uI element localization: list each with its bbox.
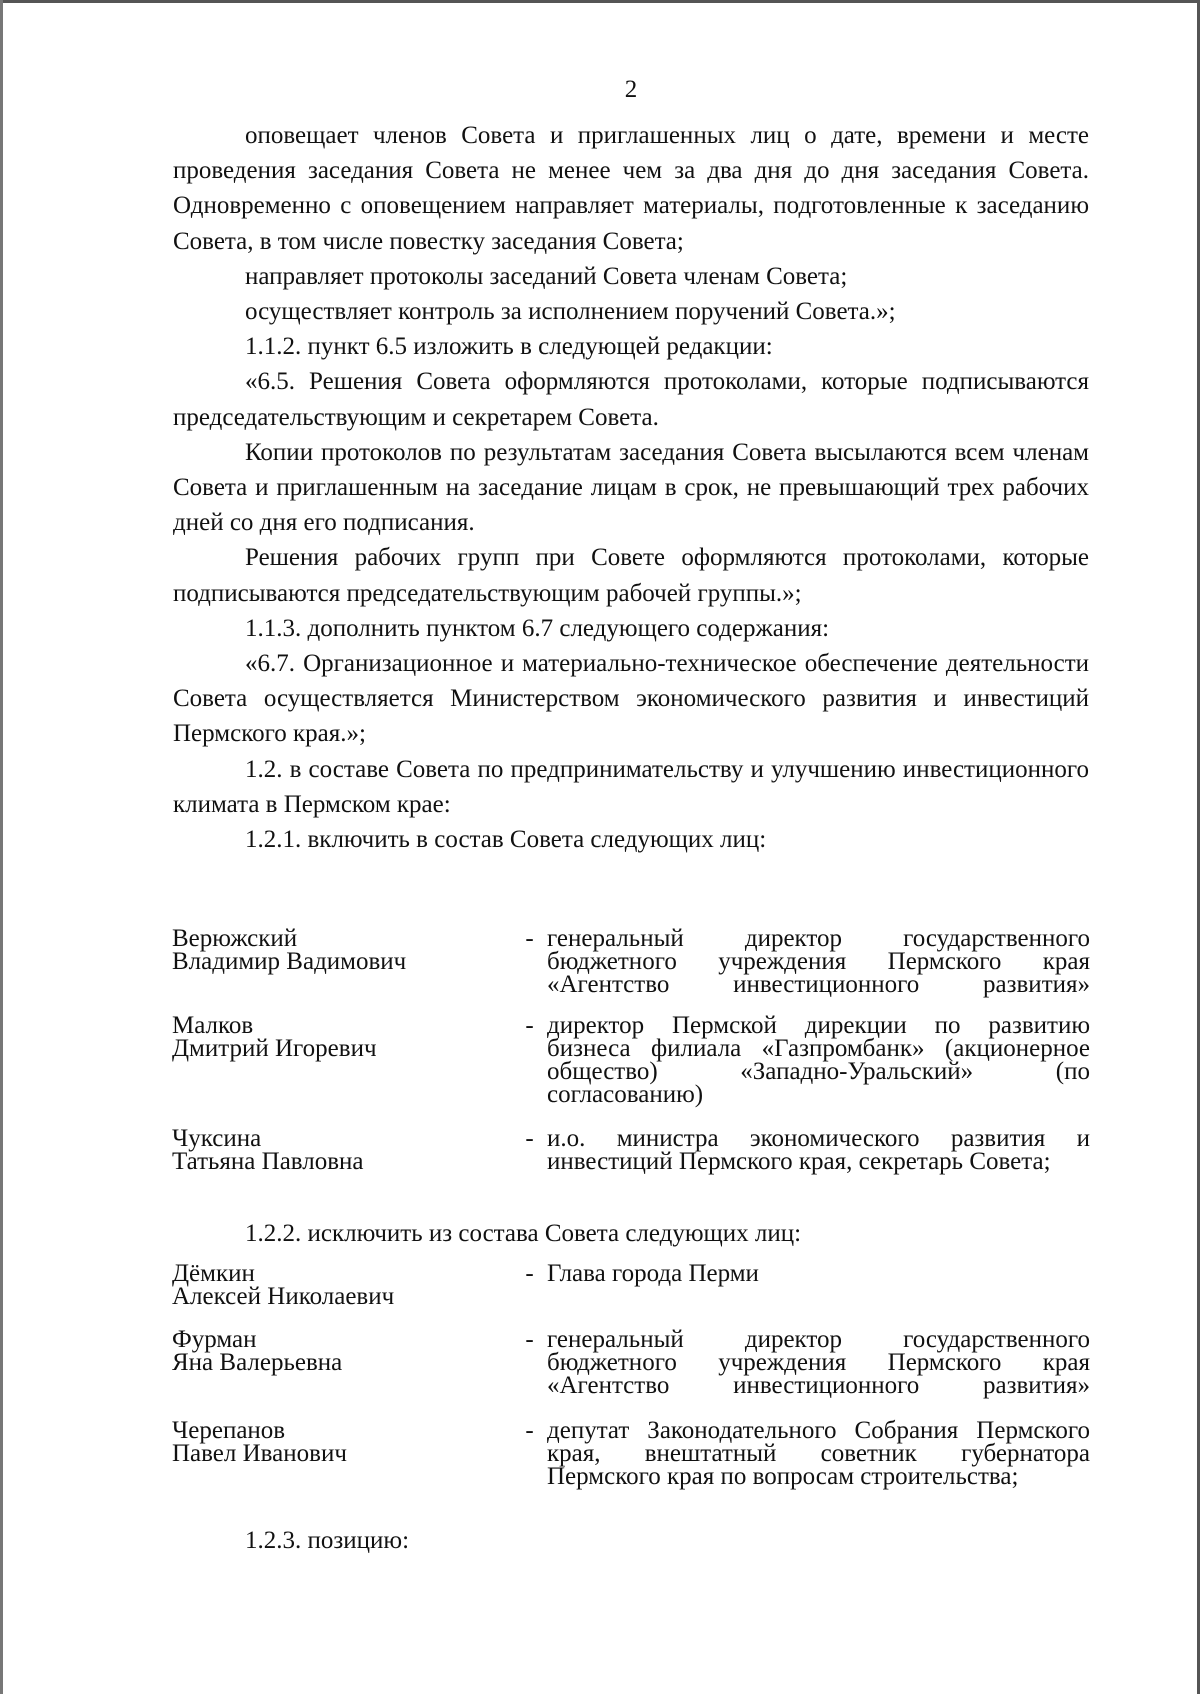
- member-row: [172, 1262, 1090, 1308]
- member-name: [172, 1127, 512, 1173]
- member-row: [172, 1014, 1090, 1106]
- member-given-name: Яна Валерьевна: [172, 1349, 343, 1376]
- clause-1-1-2: 1.1.2. пункт 6.5 изложить в следующей редакции:: [245, 333, 773, 361]
- member-role: и.о. министра экономического развития и инвестиций Пермского края, секретарь Совета;: [547, 1125, 1090, 1175]
- member-surname: Черепанов: [172, 1417, 286, 1444]
- paragraph-working-groups: Решения рабочих групп при Совете оформляются протоколами, которые подписываются председательствующим рабочей группы.»;: [173, 544, 1089, 607]
- scan-edge-top: [0, 0, 1200, 3]
- paragraph-copies: Копии протоколов по результатам заседания Совета высылаются всем членам Совета и приглашенным на заседание лицам в срок, не превышающий трех рабочих дней со дня его подписания.: [173, 438, 1089, 537]
- member-given-name: Алексей Николаевич: [172, 1283, 395, 1310]
- clause-1-2-2: 1.2.2. исключить из состава Совета следующих лиц:: [245, 1220, 802, 1247]
- exclude-members-list: [172, 1262, 1090, 1506]
- clause-1-2-3: 1.2.3. позицию:: [245, 1527, 410, 1554]
- paragraph-6-7: «6.7. Организационное и материально-техническое обеспечение деятельности Совета осуществляется Министерством экономического развития и инвестиций Пермского края.»;: [173, 650, 1089, 748]
- member-surname: Верюжский: [172, 925, 298, 952]
- member-name: [172, 927, 512, 996]
- member-row: [172, 927, 1090, 996]
- member-row: [172, 1328, 1090, 1397]
- member-row: [172, 1127, 1090, 1173]
- member-name: [172, 1328, 512, 1397]
- member-dash: -: [525, 1012, 534, 1039]
- member-role: Глава города Перми: [547, 1260, 759, 1287]
- member-dash: -: [525, 1417, 534, 1444]
- clause-1-2: 1.2. в составе Совета по предпринимательству и улучшению инвестиционного климата в Пермском крае:: [173, 755, 1089, 818]
- member-surname: Дёмкин: [172, 1260, 255, 1287]
- clause-1-1-3: 1.1.3. дополнить пунктом 6.7 следующего содержания:: [245, 614, 830, 642]
- member-given-name: Дмитрий Игоревич: [172, 1035, 377, 1062]
- member-dash: -: [525, 1326, 534, 1353]
- member-role: директор Пермской дирекции по развитию бизнеса филиала «Газпромбанк» (акционерное общество) «Западно-Уральский» (по согласованию): [547, 1012, 1090, 1108]
- member-row: [172, 1419, 1090, 1488]
- member-surname: Малков: [172, 1012, 254, 1039]
- scan-edge-left: [0, 0, 3, 1694]
- member-surname: Фурман: [172, 1326, 257, 1353]
- member-dash: -: [525, 925, 534, 952]
- member-given-name: Татьяна Павловна: [172, 1148, 364, 1175]
- member-dash: -: [525, 1260, 534, 1287]
- member-role: депутат Законодательного Собрания Пермского края, внештатный советник губернатора Пермского края по вопросам строительства;: [547, 1417, 1090, 1490]
- member-name: [172, 1014, 512, 1106]
- member-given-name: Владимир Вадимович: [172, 948, 407, 975]
- member-given-name: Павел Иванович: [172, 1440, 347, 1467]
- member-name: [172, 1419, 512, 1488]
- paragraph-control: осуществляет контроль за исполнением поручений Совета.»;: [245, 298, 896, 326]
- clause-1-2-1: 1.2.1. включить в состав Совета следующих лиц:: [245, 826, 767, 854]
- member-role: генеральный директор государственного бюджетного учреждения Пермского края «Агентство инвестиционного развития»: [547, 1326, 1090, 1399]
- body-text: [173, 118, 1089, 857]
- include-members-list: [172, 927, 1090, 1191]
- page-number: 2: [624, 76, 638, 103]
- member-name: [172, 1262, 512, 1308]
- member-dash: -: [525, 1125, 534, 1152]
- paragraph-notification: оповещает членов Совета и приглашенных лиц о дате, времени и месте проведения заседания Совета не менее чем за два дня до дня заседания Совета. Одновременно с оповещением направляет материалы, подготовленные к заседанию Совета, в том числе повестку заседания Совета;: [173, 122, 1089, 255]
- member-role: генеральный директор государственного бюджетного учреждения Пермского края «Агентство инвестиционного развития»: [547, 925, 1090, 998]
- member-surname: Чуксина: [172, 1125, 262, 1152]
- paragraph-protocols: направляет протоколы заседаний Совета членам Совета;: [245, 262, 848, 290]
- paragraph-6-5: «6.5. Решения Совета оформляются протоколами, которые подписываются председательствующим и секретарем Совета.: [173, 368, 1089, 431]
